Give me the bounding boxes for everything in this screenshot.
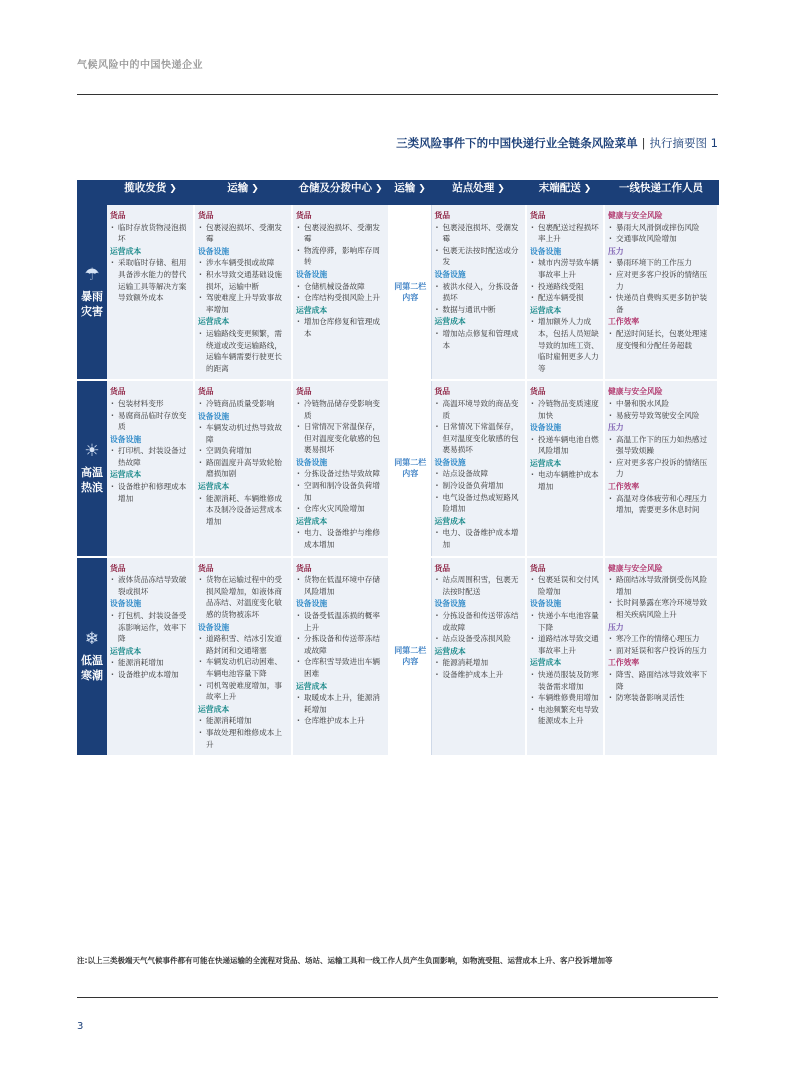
risk-cell <box>604 380 718 556</box>
category-heading: 运营成本 <box>530 458 562 468</box>
risk-item-list <box>296 692 385 727</box>
risk-item-list <box>608 669 714 704</box>
category-heading: 设备设施 <box>296 269 328 279</box>
risk-item: · 包装材料变形 <box>110 398 190 410</box>
risk-item: · 电力、设备维护成本增加 <box>435 527 523 550</box>
stage-header-3 <box>292 180 389 205</box>
risk-item: · 高温对身体疲劳和心理压力增加，需要更多休息时间 <box>608 493 714 516</box>
risk-item: · 液体货品冻结导致破裂或损坏 <box>110 574 190 597</box>
risk-item: · 货物在低温环境中存储风险增加 <box>296 574 385 597</box>
risk-item: · 道路积雪、结冰引发道路封闭和交通堵塞 <box>198 633 288 656</box>
risk-item: · 制冷设备负荷增加 <box>435 480 523 492</box>
category-heading: 货品 <box>198 563 214 573</box>
risk-item: · 车辆发动机过热导致故障 <box>198 422 288 445</box>
risk-item: · 增加仓库修复和管理成本 <box>296 316 385 339</box>
risk-item: · 仓储机械设备故障 <box>296 281 385 293</box>
risk-item-list <box>530 257 600 303</box>
risk-item-list <box>435 328 523 351</box>
chevron-right-icon: ❯ <box>497 184 505 194</box>
risk-item-list <box>110 610 190 645</box>
stage-label: 一线快递工作人员 <box>619 182 703 194</box>
figure-title-main: 三类风险事件下的中国快递行业全链条风险菜单 <box>396 136 638 150</box>
risk-item-list <box>435 398 523 456</box>
risk-item-list <box>110 574 190 597</box>
category-heading: 运营成本 <box>110 470 142 480</box>
risk-item: · 寒冷工作的情绪心理压力 <box>608 633 714 645</box>
chevron-right-icon: ❯ <box>251 184 259 194</box>
category-heading: 健康与安全风险 <box>608 387 663 397</box>
category-heading: 设备设施 <box>434 599 466 609</box>
risk-item: · 暴雨环境下的工作压力 <box>608 257 714 269</box>
risk-item: · 增加额外人力成本，包括人员短缺导致的加班工资、临时雇佣更多人力等 <box>530 316 600 374</box>
risk-item: · 电动车辆维护成本增加 <box>530 469 600 492</box>
risk-item-list <box>198 398 288 410</box>
risk-item: · 仓库结构受损风险上升 <box>296 292 385 304</box>
risk-item: · 设备维护成本上升 <box>435 669 523 681</box>
category-heading: 货品 <box>296 563 312 573</box>
category-heading: 设备设施 <box>530 423 562 433</box>
risk-cell <box>292 205 389 380</box>
risk-item: · 快递小车电池容量下降 <box>530 610 600 633</box>
risk-item-list <box>198 574 288 620</box>
risk-item-list <box>608 257 714 315</box>
risk-cell <box>107 205 194 380</box>
risk-item: · 电池频繁充电导致能源成本上升 <box>530 704 600 727</box>
category-heading: 货品 <box>198 211 214 220</box>
stage-label: 站点处理 <box>452 182 495 194</box>
risk-row <box>77 380 718 556</box>
risk-item-list <box>435 657 523 680</box>
category-heading: 设备设施 <box>296 599 328 609</box>
risk-item-list <box>435 527 523 550</box>
category-heading: 运营成本 <box>434 516 466 526</box>
risk-item-list <box>110 398 190 433</box>
risk-item-list <box>296 398 385 456</box>
risk-item: · 增加站点修复和管理成本 <box>435 328 523 351</box>
page-number: 3 <box>77 1021 84 1032</box>
risk-item-list <box>608 398 714 421</box>
stage-header-row <box>77 180 718 205</box>
risk-item-list <box>435 574 523 597</box>
category-heading: 设备设施 <box>434 269 466 279</box>
risk-item: · 设备维护成本增加 <box>110 669 190 681</box>
risk-item: · 防寒装备影响灵活性 <box>608 692 714 704</box>
risk-item: · 包裹无法按时配送或分发 <box>435 245 523 268</box>
risk-item: · 仓库维护成本上升 <box>296 715 385 727</box>
risk-item: · 高温工作下的压力如热感过强导致烦躁 <box>608 434 714 457</box>
risk-cell <box>292 380 389 556</box>
risk-item: · 仓库火灾风险增加 <box>296 503 385 515</box>
category-heading: 压力 <box>608 423 624 433</box>
stage-label: 揽收发货 <box>124 182 167 194</box>
stage-header-5 <box>431 180 526 205</box>
risk-item: · 事故处理和维修成本上升 <box>198 727 288 750</box>
category-heading: 运营成本 <box>434 646 466 656</box>
risk-item: · 路面温度升高导致轮胎磨损加剧 <box>198 457 288 480</box>
category-heading: 货品 <box>110 387 126 397</box>
risk-item: · 快递员自费购买更多防护装备 <box>608 292 714 315</box>
risk-item-list <box>530 610 600 656</box>
risk-item: · 数据与通讯中断 <box>435 304 523 316</box>
risk-event-label <box>77 380 107 556</box>
risk-item: · 投递路线受阻 <box>530 281 600 293</box>
category-heading: 货品 <box>110 211 126 220</box>
risk-item: · 中暑和脱水风险 <box>608 398 714 410</box>
risk-item: · 包裹浸泡损坏、受潮发霉 <box>296 222 385 245</box>
chevron-right-icon: ❯ <box>169 184 177 194</box>
risk-item: · 车辆维修费用增加 <box>530 692 600 704</box>
risk-item: · 降雪、路面结冰导致效率下降 <box>608 669 714 692</box>
risk-item-list <box>608 574 714 620</box>
category-heading: 运营成本 <box>296 305 328 315</box>
risk-item: · 包裹配送过程损坏率上升 <box>530 222 600 245</box>
risk-item: · 能源消耗增加 <box>435 657 523 669</box>
risk-item: · 快递员服装及防寒装备需求增加 <box>530 669 600 692</box>
category-heading: 设备设施 <box>296 457 328 467</box>
category-heading: 运营成本 <box>110 646 142 656</box>
risk-cell <box>431 205 526 380</box>
risk-item-list <box>530 316 600 374</box>
risk-item: · 分拣设备过热导致故障 <box>296 468 385 480</box>
risk-row <box>77 557 718 757</box>
risk-item: · 采取临时存储、租用具备涉水能力的替代运输工具等解决方案导致额外成本 <box>110 257 190 303</box>
category-heading: 工作效率 <box>608 317 640 327</box>
risk-item: · 冷链物品变质速度加快 <box>530 398 600 421</box>
risk-item-list <box>296 610 385 680</box>
risk-item: · 站点设备受冻损风险 <box>435 633 523 645</box>
risk-event-name: 高温热浪 <box>81 466 103 495</box>
risk-item-list <box>530 222 600 245</box>
same-as-column-note: 同第二栏内容 <box>389 557 431 757</box>
figure-title <box>396 135 718 151</box>
risk-item: · 城市内涝导致车辆事故率上升 <box>530 257 600 280</box>
category-heading: 货品 <box>296 387 312 397</box>
risk-item: · 能源消耗增加 <box>110 657 190 669</box>
risk-item-list <box>198 422 288 480</box>
risk-item: · 应对更多客户投诉的情绪压力 <box>608 269 714 292</box>
risk-item-list <box>110 222 190 245</box>
risk-item: · 能源消耗增加 <box>198 715 288 727</box>
risk-cell <box>604 205 718 380</box>
risk-cell <box>526 205 604 380</box>
risk-item-list <box>198 715 288 750</box>
risk-item-list <box>608 633 714 656</box>
bottom-rule <box>77 997 718 998</box>
risk-cell <box>526 557 604 757</box>
stage-label: 运输 <box>394 182 416 194</box>
risk-event-label <box>77 205 107 380</box>
risk-item: · 物流停滞，影响库存周转 <box>296 245 385 268</box>
risk-item: · 空调负荷增加 <box>198 445 288 457</box>
risk-item-list <box>608 328 714 351</box>
figure-title-sub: 执行摘要图 1 <box>649 136 718 150</box>
risk-item: · 运输路线变更频繁，需绕道或改变运输路线，运输车辆需要行驶更长的距离 <box>198 328 288 374</box>
risk-item-list <box>198 257 288 315</box>
snowflake-icon: ❄ <box>84 629 100 650</box>
header-corner <box>77 180 107 205</box>
risk-item: · 包裹浸泡损坏、受潮发霉 <box>198 222 288 245</box>
category-heading: 货品 <box>530 211 546 220</box>
risk-item: · 电力、设备维护与维修成本增加 <box>296 527 385 550</box>
risk-item-list <box>198 493 288 528</box>
risk-item-list <box>608 493 714 516</box>
risk-item: · 包裹延误和交付风险增加 <box>530 574 600 597</box>
risk-item: · 设备受低温冻损的概率上升 <box>296 610 385 633</box>
risk-cell <box>526 380 604 556</box>
same-as-column-note: 同第二栏内容 <box>389 380 431 556</box>
risk-item: · 涉水车辆受损或故障 <box>198 257 288 269</box>
category-heading: 工作效率 <box>608 482 640 492</box>
category-heading: 货品 <box>434 387 451 397</box>
category-heading: 货品 <box>110 563 126 573</box>
risk-item: · 交通事故风险增加 <box>608 233 714 245</box>
chevron-right-icon: ❯ <box>418 184 426 194</box>
risk-cell <box>107 557 194 757</box>
category-heading: 运营成本 <box>434 317 466 327</box>
risk-item-list <box>110 657 190 680</box>
category-heading: 货品 <box>198 387 214 397</box>
risk-item: · 打包机、封装设备受冻影响运作，效率下降 <box>110 610 190 645</box>
risk-item: · 被洪水侵入，分拣设备损坏 <box>435 281 523 304</box>
risk-item-list <box>296 316 385 339</box>
category-heading: 运营成本 <box>198 482 230 492</box>
category-heading: 运营成本 <box>198 317 230 327</box>
category-heading: 设备设施 <box>198 246 230 256</box>
risk-item: · 能源消耗、车辆维修成本及制冷设备运营成本增加 <box>198 493 288 528</box>
risk-item-list <box>296 527 385 550</box>
risk-cell <box>292 557 389 757</box>
risk-item: · 站点周围积雪，包裹无法按时配送 <box>435 574 523 597</box>
risk-item: · 货物在运输过程中的受损风险增加，如液体商品冻结、对温度变化敏感的货物被冻坏 <box>198 574 288 620</box>
category-heading: 健康与安全风险 <box>608 211 663 220</box>
risk-item-list <box>435 610 523 645</box>
risk-item-list <box>296 222 385 268</box>
risk-cell <box>431 557 526 757</box>
risk-item: · 空调和制冷设备负荷增加 <box>296 480 385 503</box>
category-heading: 健康与安全风险 <box>608 563 663 573</box>
category-heading: 货品 <box>530 387 546 397</box>
risk-item-list <box>110 481 190 504</box>
category-heading: 运营成本 <box>296 681 328 691</box>
risk-item: · 临时存放货物浸泡损坏 <box>110 222 190 245</box>
category-heading: 运营成本 <box>110 246 142 256</box>
risk-item: · 司机驾驶难度增加，事故率上升 <box>198 680 288 703</box>
risk-item: · 积水导致交通基础设施损坏，运输中断 <box>198 269 288 292</box>
risk-cell <box>107 380 194 556</box>
category-heading: 压力 <box>608 622 624 632</box>
risk-item: · 易腐商品临时存放变质 <box>110 410 190 433</box>
risk-item-list <box>435 281 523 316</box>
category-heading: 货品 <box>296 211 312 220</box>
category-heading: 运营成本 <box>530 658 562 668</box>
risk-cell <box>194 380 292 556</box>
stage-label: 运输 <box>227 182 249 194</box>
category-heading: 运营成本 <box>530 305 562 315</box>
top-rule <box>77 94 718 95</box>
stage-header-2 <box>194 180 292 205</box>
risk-item-list <box>198 222 288 245</box>
risk-cell <box>194 557 292 757</box>
risk-item: · 高温环境导致的商品变质 <box>435 398 523 421</box>
risk-item: · 长时间暴露在寒冷环境导致相关疾病风险上升 <box>608 597 714 620</box>
category-heading: 货品 <box>434 211 451 220</box>
stage-label: 末端配送 <box>538 182 581 194</box>
risk-item-list <box>296 468 385 514</box>
category-heading: 工作效率 <box>608 658 640 668</box>
risk-item: · 日常情况下常温保存，但对温度变化敏感的包裹易损坏 <box>296 421 385 456</box>
risk-item: · 站点设备故障 <box>435 468 523 480</box>
figure-title-separator: | <box>641 136 646 150</box>
category-heading: 设备设施 <box>198 411 230 421</box>
risk-event-name: 低温寒潮 <box>81 654 103 683</box>
risk-item-list <box>296 281 385 304</box>
category-heading: 货品 <box>434 563 451 573</box>
category-heading: 设备设施 <box>434 457 466 467</box>
storm-icon: ☂ <box>84 265 100 286</box>
risk-cell <box>431 380 526 556</box>
risk-item: · 易疲劳导致驾驶安全风险 <box>608 410 714 422</box>
risk-item-list <box>530 469 600 492</box>
stage-header-6 <box>526 180 604 205</box>
risk-item-list <box>110 257 190 303</box>
category-heading: 设备设施 <box>110 434 142 444</box>
risk-item-list <box>530 434 600 457</box>
risk-item: · 电气设备过热或短路风险增加 <box>435 492 523 515</box>
category-heading: 运营成本 <box>198 704 230 714</box>
risk-item-list <box>530 398 600 421</box>
category-heading: 压力 <box>608 246 624 256</box>
thermometer-sun-icon: ☀ <box>84 441 100 462</box>
risk-cell <box>194 205 292 380</box>
risk-item: · 应对更多客户投诉的情绪压力 <box>608 457 714 480</box>
risk-item: · 设备维护和修理成本增加 <box>110 481 190 504</box>
chevron-right-icon: ❯ <box>583 184 592 194</box>
chevron-right-icon: ❯ <box>374 184 383 194</box>
category-heading: 设备设施 <box>530 599 562 609</box>
same-as-column-note: 同第二栏内容 <box>389 205 431 380</box>
risk-item: · 配送时间延长，包裹处理速度变慢和分配任务超载 <box>608 328 714 351</box>
running-head: 气候风险中的中国快递企业 <box>77 60 203 71</box>
risk-item: · 暴雨大风滑倒或摔伤风险 <box>608 222 714 234</box>
stage-header-4 <box>389 180 431 205</box>
risk-item: · 车辆发动机启动困难、车辆电池容量下降 <box>198 656 288 679</box>
stage-header-7 <box>604 180 718 205</box>
risk-item-list <box>296 574 385 597</box>
category-heading: 设备设施 <box>110 599 142 609</box>
risk-item-list <box>198 633 288 703</box>
stage-label: 仓储及分拨中心 <box>298 182 372 194</box>
risk-item: · 配送车辆受损 <box>530 292 600 304</box>
matrix-body <box>77 205 718 756</box>
footnote: 注:以上三类极端天气气候事件都有可能在快递运输的全流程对货品、场站、运输工具和一线工作人员产生负面影响，如物流受阻、运营成本上升、客户投诉增加等 <box>77 956 613 965</box>
risk-item-list <box>608 434 714 480</box>
category-heading: 货品 <box>530 563 546 573</box>
risk-item: · 冷链物品储存受影响变质 <box>296 398 385 421</box>
risk-cell <box>604 557 718 757</box>
risk-item-list <box>530 669 600 727</box>
risk-item: · 取暖成本上升，能源消耗增加 <box>296 692 385 715</box>
category-heading: 运营成本 <box>296 516 328 526</box>
risk-item-list <box>530 574 600 597</box>
risk-row <box>77 205 718 380</box>
risk-event-label <box>77 557 107 757</box>
risk-item-list <box>608 222 714 245</box>
risk-item-list <box>110 445 190 468</box>
risk-item: · 分拣设备和传送带冻结或故障 <box>296 633 385 656</box>
risk-item: · 仓库积雪导致进出车辆困难 <box>296 656 385 679</box>
risk-item-list <box>435 468 523 514</box>
stage-header-1 <box>107 180 194 205</box>
risk-item: · 分拣设备和传送带冻结或故障 <box>435 610 523 633</box>
risk-item-list <box>198 328 288 374</box>
risk-event-name: 暴雨灾害 <box>81 290 103 319</box>
risk-item: · 冷链商品质量受影响 <box>198 398 288 410</box>
risk-matrix-table <box>77 180 719 757</box>
risk-item-list <box>435 222 523 268</box>
category-heading: 设备设施 <box>530 246 562 256</box>
risk-item: · 路面结冰导致滑倒受伤风险增加 <box>608 574 714 597</box>
risk-item: · 投递车辆电池自燃风险增加 <box>530 434 600 457</box>
risk-item: · 日常情况下常温保存，但对温度变化敏感的包裹易损坏 <box>435 421 523 456</box>
category-heading: 设备设施 <box>198 622 230 632</box>
risk-item: · 道路结冰导致交通事故率上升 <box>530 633 600 656</box>
risk-item: · 打印机、封装设备过热故障 <box>110 445 190 468</box>
risk-item: · 面对延误和客户投诉的压力 <box>608 645 714 657</box>
risk-item: · 驾驶难度上升导致事故率增加 <box>198 292 288 315</box>
risk-item: · 包裹浸泡损坏、受潮发霉 <box>435 222 523 245</box>
